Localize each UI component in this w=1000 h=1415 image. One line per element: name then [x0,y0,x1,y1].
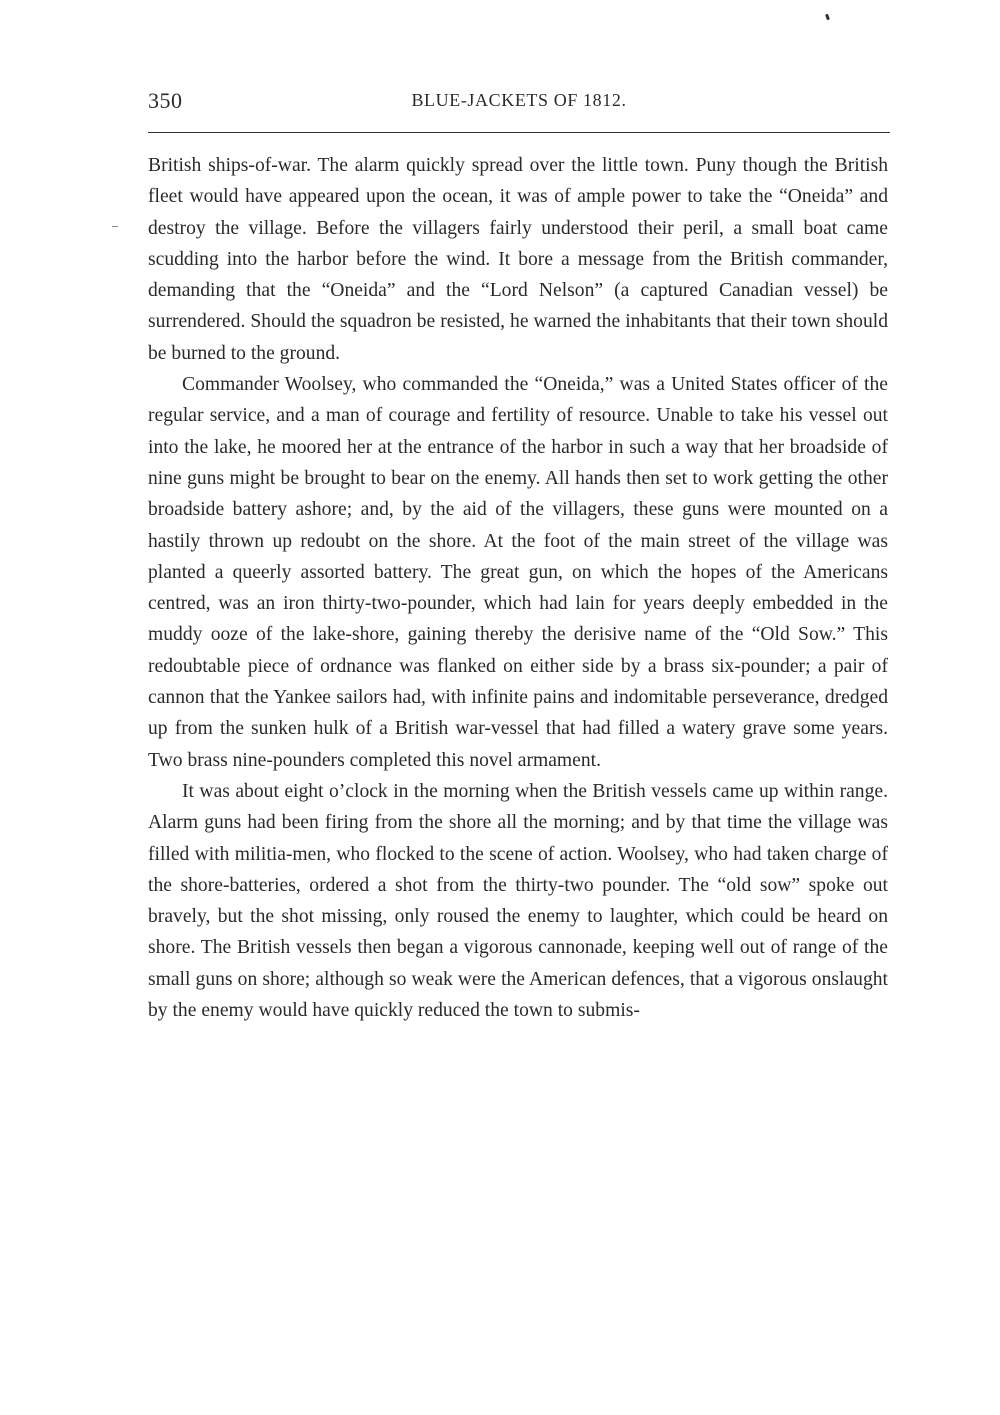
page-header [148,88,890,122]
margin-mark [112,226,118,227]
paragraph: Commander Woolsey, who commanded the “Oneida,” was a United States officer of the regular service, and a man of courage and fertility of resource. Unable to take his vessel out into the lake, he moored her at the entrance of the harbor in such a way that her broadside of nine guns might be brought to bear on the enemy. All hands then set to work getting the other broadside battery ashore; and, by the aid of the villagers, these guns were mounted on a hastily thrown up redoubt on the shore. At the foot of the main street of the village was planted a queerly assorted battery. The great gun, on which the hopes of the Americans centred, was an iron thirty-two-pounder, which had lain for years deeply embedded in the muddy ooze of the lake-shore, gaining thereby the derisive name of the “Old Sow.” This redoubtable piece of ordnance was flanked on either side by a brass six-pounder; a pair of cannon that the Yankee sailors had, with infinite pains and indomitable perseverance, dredged up from the sunken hulk of a British war-vessel that had filled a watery grave some years. Two brass nine-pounders completed this novel armament. [148,374,888,771]
running-title: BLUE-JACKETS OF 1812. [411,90,627,110]
page-number: 350 [148,88,183,113]
stray-ink-mark [825,14,830,21]
paragraph: It was about eight o’clock in the morning when the British vessels came up within range. Alarm guns had been firing from the shore all the morning; and by that time the village was filled with militia-men, who flocked to the scene of action. Woolsey, who had taken charge of the shore-batteries, ordered a shot from the thirty-two pounder. The “old sow” spoke out bravely, but the shot missing, only roused the enemy to laughter, which could be heard on shore. The British vessels then began a vigorous cannonade, keeping well out of range of the small guns on shore; although so weak were the American defences, that a vigorous onslaught by the enemy would have quickly reduced the town to submis- [148,780,888,1022]
header-rule [148,132,890,133]
body-text [148,150,888,1026]
paragraph-continued: British ships-of-war. The alarm quickly spread over the little town. Puny though the British fleet would have appeared upon the ocean, it was of ample power to take the “Oneida” and destroy the village. Before the villagers fairly understood their peril, a small boat came scudding into the harbor before the wind. It bore a message from the British commander, demanding that the “Oneida” and the “Lord Nelson” (a captured Canadian vessel) be surrendered. Should the squadron be resisted, he warned the inhabitants that their town should be burned to the ground. [148,155,888,364]
